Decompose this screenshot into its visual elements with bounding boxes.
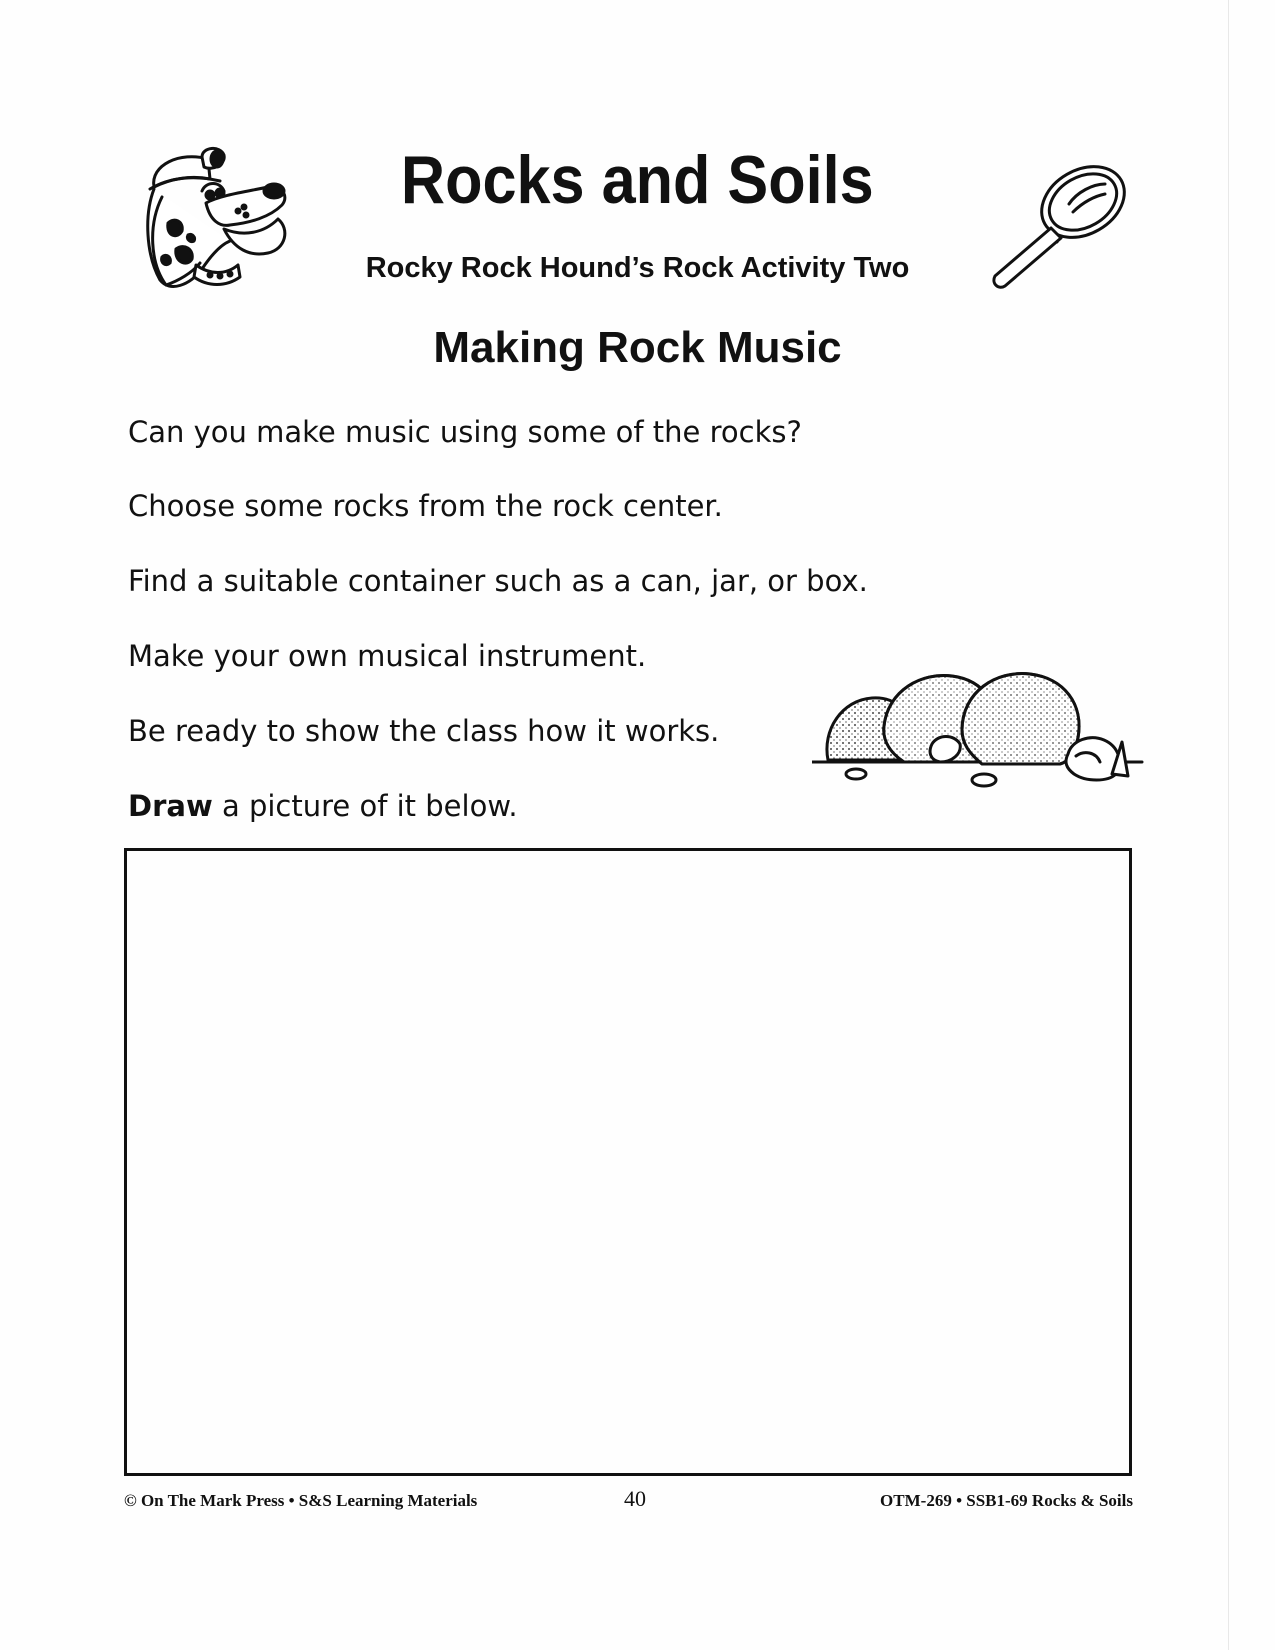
activity-heading: Making Rock Music: [433, 323, 842, 372]
drawing-area[interactable]: [124, 848, 1132, 1476]
instruction-line: Choose some rocks from the rock center.: [128, 489, 723, 523]
draw-prompt-bold: Draw: [128, 789, 213, 823]
draw-prompt-rest: a picture of it below.: [212, 789, 518, 823]
instruction-line: Can you make music using some of the rocks?: [128, 415, 802, 449]
page-title: Rocks and Soils: [400, 142, 874, 218]
page-number: 40: [624, 1486, 646, 1511]
page-subtitle: Rocky Rock Hound’s Rock Activity Two: [365, 252, 910, 284]
footer-product-code: OTM-269 • SSB1-69 Rocks & Soils: [880, 1491, 1133, 1510]
instruction-line: Make your own musical instrument.: [128, 639, 647, 673]
scan-edge-line: [1228, 0, 1229, 1650]
draw-prompt: [128, 788, 518, 824]
footer-copyright: © On The Mark Press • S&S Learning Materials: [124, 1491, 478, 1510]
rocks-pile-icon: [812, 670, 1147, 805]
instruction-line: Be ready to show the class how it works.: [128, 714, 720, 748]
instruction-line: Find a suitable container such as a can, jar, or box.: [128, 564, 868, 598]
